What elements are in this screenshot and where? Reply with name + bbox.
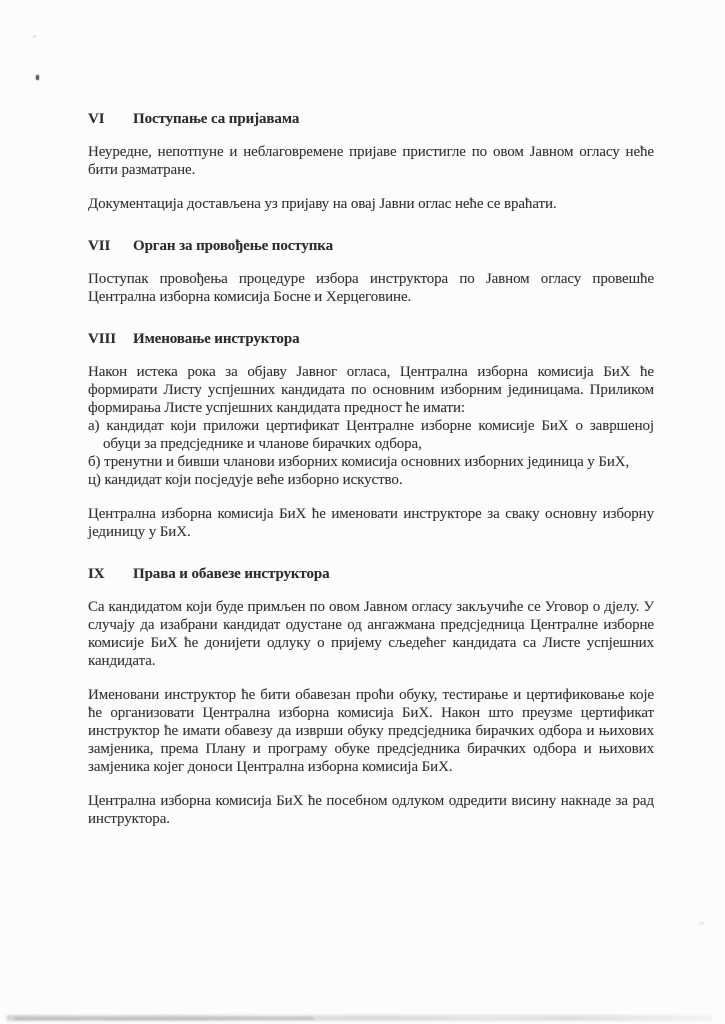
section-title: Именовање инструктора: [133, 331, 300, 347]
paragraph: Са кандидатом који буде примљен по овом Јавном огласу закључиће се Уговор о дјелу. У случају да изабрани кандидат одустане од ангажмана предсједница Централне изборне комисије БиХ ће донијети одлуку о пријему сљедећег кандидата са Листе успјешних кандидата.: [88, 599, 654, 669]
paragraph: Именовани инструктор ће бити обавезан проћи обуку, тестирање и цертификовање које ће организовати Централна изборна комисија БиХ. Након што преузме цертификат инструктор ће имати обавезу да изврши обуку предсједника бирачких одбора и њихових замјеника, према Плану и програму обуке предсједника бирачких одбора и њихових замјеника којег доноси Централна изборна комисија БиХ.: [88, 687, 654, 775]
section-number: VIII: [88, 331, 116, 347]
section-title: Поступање са пријавама: [133, 111, 300, 127]
paragraph: Неуредне, непотпуне и неблаговремене пријаве пристигле по овом Јавном огласу неће бити разматране.: [88, 144, 654, 178]
section-vii-procedure-authority: [88, 237, 654, 306]
section-heading: [88, 565, 654, 583]
section-viii-appointment-of-instructors: [88, 330, 654, 541]
scan-speck-artifact: [36, 75, 39, 80]
section-heading: [88, 237, 654, 255]
document-content: [88, 110, 654, 844]
section-heading: [88, 110, 654, 128]
section-number: IX: [88, 566, 105, 582]
paragraph: Централна изборна комисија БиХ ће посебном одлуком одредити висину накнаде за рад инструктора.: [88, 793, 654, 827]
section-heading: [88, 330, 654, 348]
section-number: VI: [88, 111, 105, 127]
section-title: Орган за провођење поступка: [133, 238, 334, 254]
section-ix-rights-and-obligations: [88, 565, 654, 828]
list-item: а) кандидат који приложи цертификат Централне изборне комисије БиХ о завршеној обуци за предсједнике и чланове бирачких одбора,: [88, 418, 654, 452]
scan-speck-artifact: [699, 921, 704, 925]
section-number: VII: [88, 238, 111, 254]
paragraph: Поступак провођења процедуре избора инструктора по Јавном огласу провешће Централна изборна комисија Босне и Херцеговине.: [88, 271, 654, 305]
paragraph: Након истека рока за објаву Јавног огласа, Централна изборна комисија БиХ ће формирати Листу успјешних кандидата по основним изборним јединицама. Приликом формирања Листе успјешних кандидата предност ће имати:: [88, 364, 654, 416]
list-item: б) тренутни и бивши чланови изборних комисија основних изборних јединица у БиХ,: [88, 454, 630, 470]
paragraph: Документација достављена уз пријаву на овај Јавни оглас неће се враћати.: [88, 196, 557, 212]
paragraph: Централна изборна комисија БиХ ће именовати инструкторе за сваку основну изборну јединицу у БиХ.: [88, 506, 654, 540]
list-item: ц) кандидат који посједује веће изборно искуство.: [88, 472, 403, 488]
scanner-edge-artifact: [14, 1017, 314, 1020]
scan-speck-artifact: [33, 35, 36, 38]
section-title: Права и обавезе инструктора: [133, 566, 330, 582]
section-vi-handling-of-applications: [88, 110, 654, 213]
